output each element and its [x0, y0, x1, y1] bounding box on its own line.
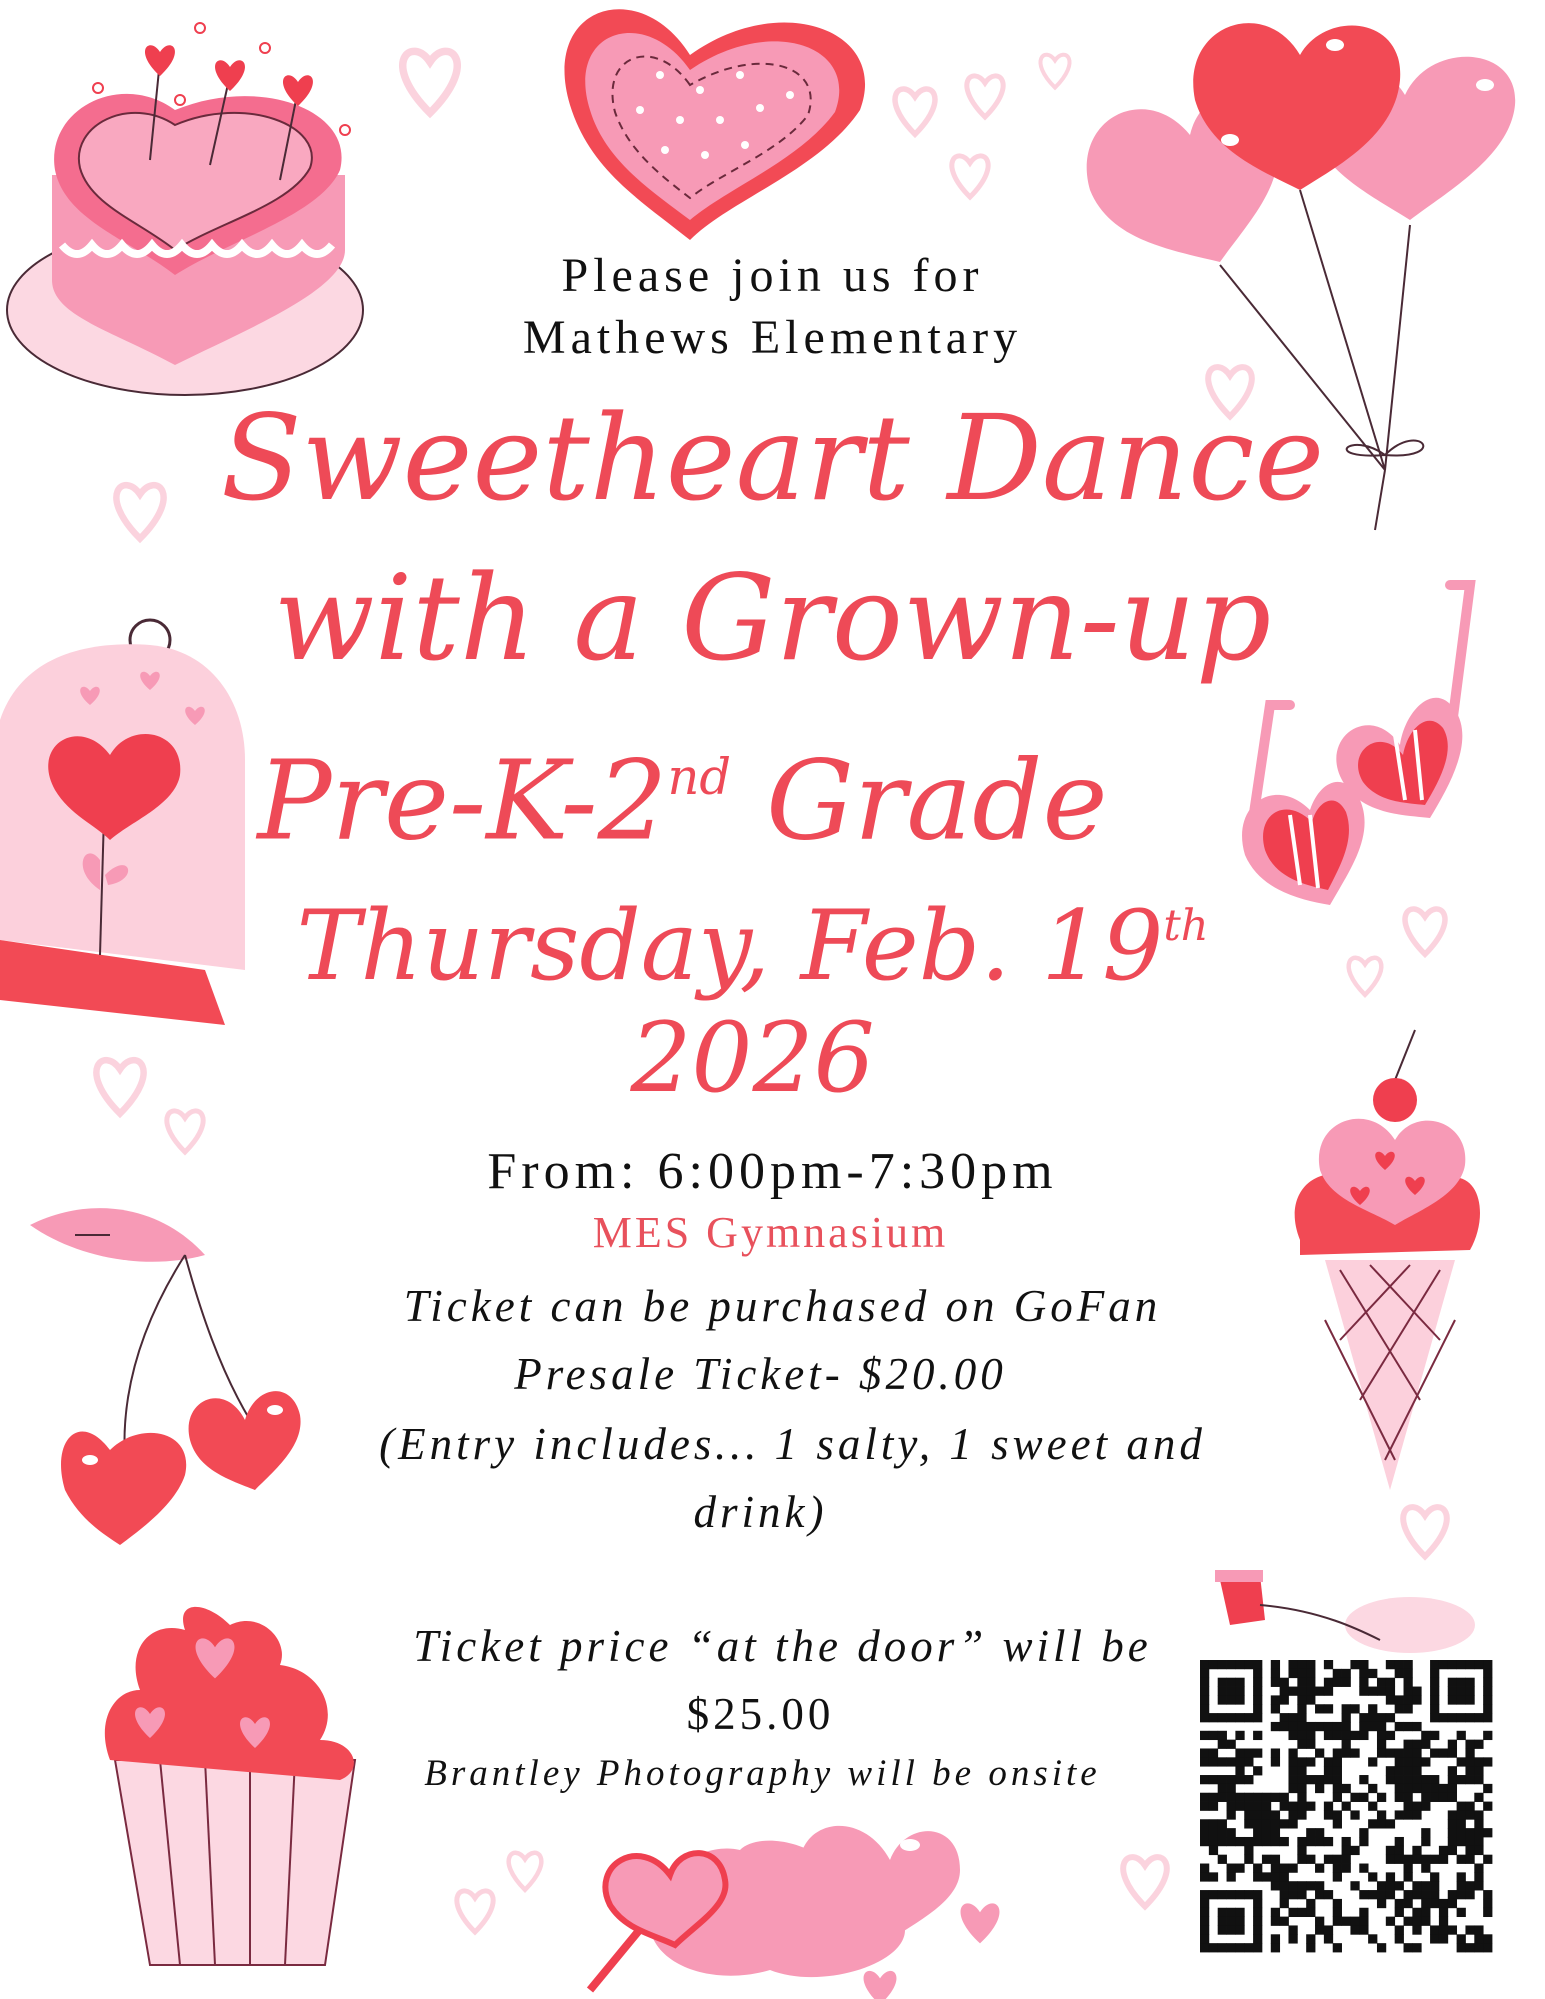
door-price-line-2: $25.00	[686, 1689, 835, 1739]
ticket-purchase-info: Ticket can be purchased on GoFan	[403, 1281, 1162, 1331]
intro-line-1: Please join us for	[561, 249, 984, 302]
event-date-ordinal: th	[1163, 901, 1209, 951]
presale-price: Presale Ticket- $20.00	[514, 1349, 1007, 1399]
door-price-line-1: Ticket price “at the door” will be	[413, 1621, 1152, 1671]
title-grade-suffix: Grade	[731, 736, 1108, 865]
entry-includes-line-2: drink)	[693, 1487, 828, 1537]
title-line-1: Sweetheart Dance	[220, 389, 1325, 527]
event-time: From: 6:00pm-7:30pm	[487, 1143, 1058, 1200]
entry-includes-line-1: (Entry includes… 1 salty, 1 sweet and	[379, 1419, 1206, 1469]
title-line-3	[0, 712, 1455, 866]
title-grade-prefix: Pre-K-2	[257, 736, 668, 865]
photography-note: Brantley Photography will be onsite	[424, 1753, 1101, 1794]
event-date-line-1	[0, 868, 1525, 1004]
intro-line-2: Mathews Elementary	[522, 311, 1023, 364]
event-location: MES Gymnasium	[592, 1208, 949, 1257]
title-grade-ordinal: nd	[667, 748, 732, 806]
event-date-main: Thursday, Feb. 19	[296, 889, 1164, 1002]
title-line-2: with a Grown-up	[273, 549, 1272, 687]
event-date-line-2: 2026	[630, 1002, 875, 1114]
